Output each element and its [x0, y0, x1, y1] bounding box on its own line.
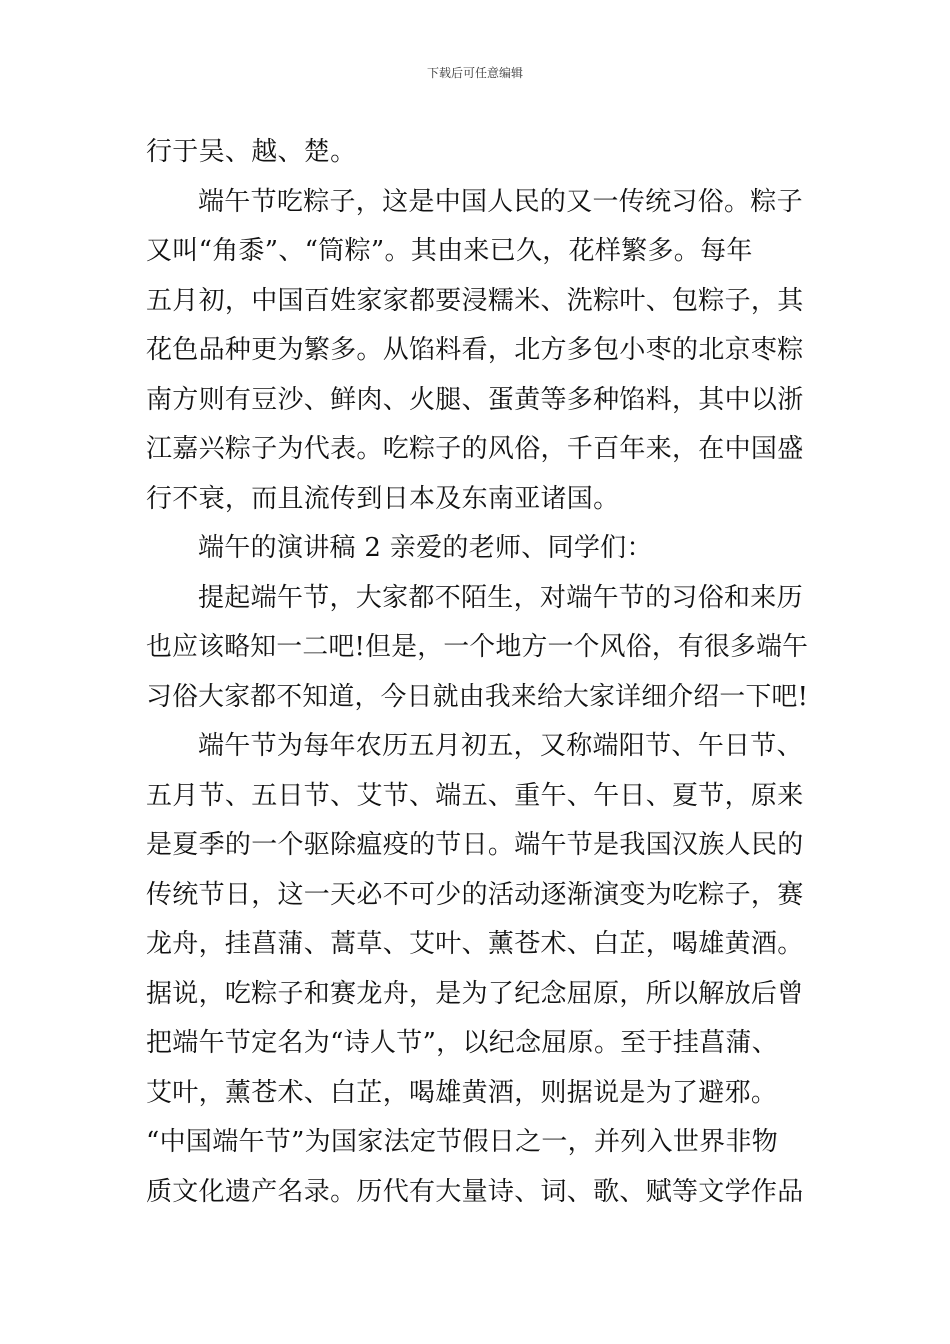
text-line: 也应该略知一二吧!但是，一个地方一个风俗，有很多端午	[146, 632, 809, 662]
text-line: 南方则有豆沙、鲜肉、火腿、蛋黄等多种馅料，其中以浙	[146, 384, 804, 415]
text-line: 五月节、五日节、艾节、端五、重午、午日、夏节，原来	[146, 780, 804, 811]
text-line: 质文化遗产名录。历代有大量诗、词、歌、赋等文学作品	[146, 1176, 804, 1207]
text-line: 提起端午节，大家都不陌生，对端午节的习俗和来历	[198, 582, 803, 613]
text-line: 端午的演讲稿 2 亲爱的老师、同学们：	[198, 533, 653, 563]
text-line: 据说，吃粽子和赛龙舟，是为了纪念屈原，所以解放后曾	[146, 978, 804, 1009]
text-line: 习俗大家都不知道，今日就由我来给大家详细介绍一下吧!	[146, 681, 809, 712]
page-header: 下载后可任意编辑	[426, 66, 523, 80]
text-line: 龙舟，挂菖蒲、蒿草、艾叶、薰苍术、白芷，喝雄黄酒。	[146, 929, 804, 959]
text-line: 行于吴、越、楚。	[146, 137, 357, 167]
text-line: 是夏季的一个驱除瘟疫的节日。端午节是我国汉族人民的	[146, 830, 804, 860]
text-line: 端午节为每年农历五月初五，又称端阳节、午日节、	[198, 731, 803, 761]
text-line: 又叫“角黍”、“筒粽”。其由来已久，花样繁多。每年	[146, 236, 753, 266]
text-line: 行不衰，而且流传到日本及东南亚诸国。	[146, 483, 620, 514]
text-line: 艾叶，薰苍术、白芷，喝雄黄酒，则据说是为了避邪。	[146, 1077, 778, 1108]
document-body	[146, 128, 808, 1217]
text-line: 传统节日，这一天必不可少的活动逐渐演变为吃粽子，赛	[146, 879, 804, 910]
text-line: 花色品种更为繁多。从馅料看，北方多包小枣的北京枣粽	[146, 335, 804, 365]
text-line: 把端午节定名为“诗人节”，以纪念屈原。至于挂菖蒲、	[146, 1028, 779, 1058]
text-line: 端午节吃粽子，这是中国人民的又一传统习俗。粽子	[198, 186, 803, 217]
text-line: “中国端午节”为国家法定节假日之一，并列入世界非物	[146, 1127, 779, 1157]
text-line: 江嘉兴粽子为代表。吃粽子的风俗，千百年来，在中国盛	[146, 434, 804, 464]
text-line: 五月初，中国百姓家家都要浸糯米、洗粽叶、包粽子，其	[146, 285, 804, 316]
